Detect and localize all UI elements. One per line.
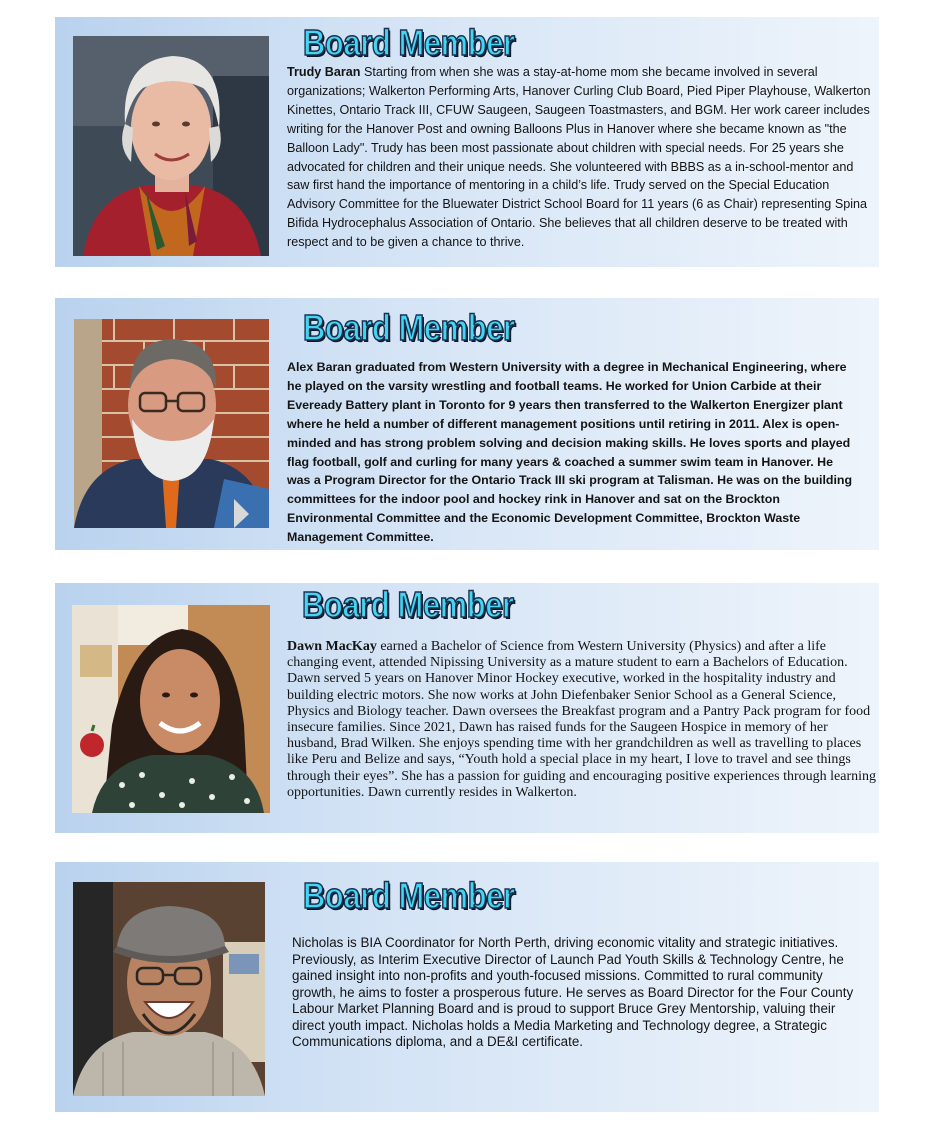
member-name: Trudy Baran <box>287 65 361 79</box>
portrait-photo <box>73 882 265 1096</box>
board-member-heading: Board Member <box>303 22 515 63</box>
board-member-heading: Board Member <box>302 584 514 625</box>
member-bio <box>287 639 877 801</box>
portrait-photo <box>72 605 270 813</box>
board-member-card-trudy <box>55 17 879 267</box>
portrait-young-man-cap-icon <box>73 882 265 1096</box>
board-member-heading: Board Member <box>303 875 515 916</box>
portrait-photo <box>74 319 269 528</box>
portrait-woman-smiling-icon <box>72 605 270 813</box>
portrait-photo <box>73 36 269 256</box>
portrait-older-woman-icon <box>73 36 269 256</box>
bio-text: Starting from when she was a stay-at-home mom she became involved in several organizations; Walkerton Performing Arts, Hanover Curling Club Board, Pied Piper Playhouse, Walkerton Kinettes, Ontario Track III, CFUW Saugeen, Saugeen Toastmasters, and BGM. Her work career includes writing for the Hanover Post and owning Balloons Plus in Hanover where she became known as "the Balloon Lady". Trudy has been most passionate about children with special needs. For 25 years she advocated for children and their unique needs. She volunteered with BBBS as a in-school-mentor and saw first hand the importance of mentoring in a child’s life. Trudy served on the Special Education Advisory Committee for the Bluewater District School Board for 11 years (6 as Chair) representing Spina Bifida Hydrocephalus Association of Ontario. She believes that all children deserve to be treated with respect and to be given a chance to thrive. <box>287 65 871 250</box>
member-bio <box>287 63 879 252</box>
bio-text: earned a Bachelor of Science from Western University (Physics) and after a life changing event, attended Nipissing University as a mature student to earn a Bachelors of Education. Dawn served 5 years on Hanover Minor Hockey executive, worked in the hospitality industry and building electric motors. She now works at John Diefenbaker Senior School as a General Science, Physics and Biology teacher. Dawn oversees the Breakfast program and a Pantry Pack program for food insecure families. Since 2021, Dawn has raised funds for the Saugeen Hospice in memory of her husband, Brad Wilken. She enjoys spending time with her grandchildren as well as travelling to places like Peru and Belize and says, “Youth hold a special place in my heart, I love to travel and see things through their eyes”. She has a passion for guiding and encouraging positive experiences through learning opportunities. Dawn currently resides in Walkerton. <box>287 639 877 800</box>
board-member-card-dawn <box>55 583 879 833</box>
board-member-card-nicholas <box>55 862 879 1112</box>
member-bio: Nicholas is BIA Coordinator for North Perth, driving economic vitality and strategic initiatives. Previously, as Interim Executive Director of Launch Pad Youth Skills & Technology Centre, he gained insight into non-profits and youth-focused missions. Committed to rural community growth, he aims to foster a prosperous future. He serves as Board Director for the Four County Labour Market Planning Board and is proud to support Bruce Grey Mentorship, valuing their direct youth impact. Nicholas holds a Media Marketing and Technology degree, a Strategic Communications diploma, and a DE&I certificate. <box>292 935 854 1049</box>
board-member-heading: Board Member <box>303 307 515 348</box>
portrait-man-beard-icon <box>74 319 269 528</box>
member-name: Dawn MacKay <box>287 639 377 654</box>
board-member-card-alex <box>55 298 879 550</box>
member-bio: Alex Baran graduated from Western University with a degree in Mechanical Engineering, where he played on the varsity wrestling and football teams. He worked for Union Carbide at their Eveready Battery plant in Toronto for 9 years then transferred to the Walkerton Energizer plant where he held a number of different management positions until retiring in 2011. Alex is open- minded and has strong problem solving and decision making skills. He loves sports and played flag football, golf and curling for many years & coached a summer swim team in Hanover. He was a Program Director for the Ontario Track III ski program at Talisman. He was on the building committees for the indoor pool and hockey rink in Hanover and sat on the Brockton Environmental Committee and the Economic Development Committee, Brockton Waste Management Committee. <box>287 360 853 545</box>
